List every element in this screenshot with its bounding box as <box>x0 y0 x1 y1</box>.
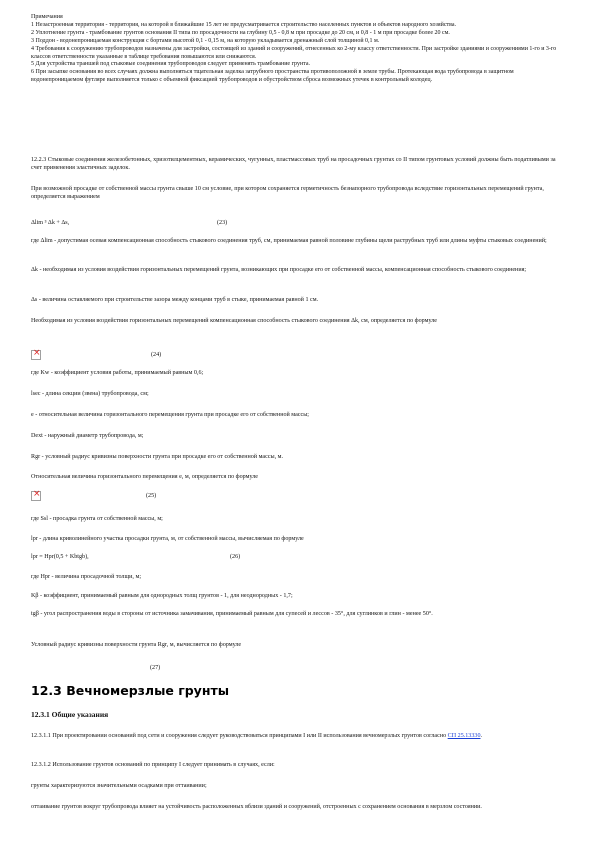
equation-25 <box>31 491 561 503</box>
condition-item: оттаивание грунтов вокруг трубопровода влияет на устойчивость расположенных вблизи зданий и сооружений, отстроенных с сохранением основания в мерзлом состоянии. <box>31 804 482 810</box>
definition-delta-lim: где Δlim - допустимая осевая компенсационная способность стыкового соединения труб, см, принимаемая равной половине глубины щели раструбных труб или длины муфты стыковых соединений; <box>31 238 547 244</box>
formula-23: Δlim ³ Δk + Δs, <box>31 220 70 226</box>
section-title: 12.3 Вечномерзлые грунты <box>31 683 230 698</box>
notes-block <box>31 14 561 85</box>
equation-24 <box>31 350 561 362</box>
note-item: 1 Незастроенная территория - территория, на которой в ближайшие 15 лет не предусматривается строительство населенных пунктов и объектов народного хозяйства. <box>31 21 457 28</box>
definition-ssl: где Ssl - просадка грунта от собственной массы, м; <box>31 516 163 522</box>
subsection-title: 12.3.1 Общие указания <box>31 710 109 719</box>
paragraph-radius: Условный радиус кривизны поверхности грунта Rgr, м, вычисляется по формуле <box>31 642 242 648</box>
note-item: 2 Уплотнение грунта - трамбование грунтов основания II типа по просадочности на глубину 0,5 - 0,8 м при просадке до 20 см, и 0,8 - 1 м при просадке более 20 см. <box>31 29 450 36</box>
paragraph-12-2-3: 12.2.3 Стыковые соединения железобетонных, хризотилцементных, керамических, чугунных, пластмассовых труб на просадочных грунтах со II типом грунтовых условий должны быть податливыми за счет применения эластичных заделок. <box>31 157 556 171</box>
notes-heading: Примечания <box>31 14 63 20</box>
formula-image-icon <box>31 491 41 501</box>
formula-image-icon <box>31 350 41 360</box>
paragraph-text-end: . <box>480 733 483 739</box>
equation-26 <box>31 554 561 564</box>
definition-delta-k: Δk - необходимая из условия воздействия горизонтальных перемещений грунта, возникающих при просадке его от собственной массы, компенсационная способность стыкового соединения; <box>31 267 527 273</box>
note-item: 5 Для устройства траншей под стыковые соединения трубопроводов следует применять трамбование грунта. <box>31 61 311 68</box>
note-item: 6 При засыпке основания во всех случаях должна выполняться тщательная заделка затрубного пространства противоположной в земле трубы. Протекающая вода трубопровода в защитном водонепроницаемом футляре выполняется только с объемной фиксацией трубопроводов и обустройством сброса возможных утечек в контрольный колодец. <box>31 69 514 84</box>
paragraph-12-3-1-1 <box>31 733 561 741</box>
definition-delta-s: Δs - величина оставляемого при строительстве зазора между концами труб в стыке, принимаемая равной 1 см. <box>31 297 319 303</box>
definition-dext: Dext - наружный диаметр трубопровода, м; <box>31 433 144 439</box>
definition-hpr: где Hpr - величина просадочной толщи, м; <box>31 574 142 580</box>
formula-26: lpr = Hpr(0,5 + Kbtgb), <box>31 554 89 560</box>
paragraph-required-compensation: Необходимая из условия воздействия горизонтальных перемещений компенсационная способность стыкового соединения Δk, см, определяется по формуле <box>31 318 437 324</box>
equation-number: (27) <box>150 665 161 671</box>
definition-lpr: lpr - длина криволинейного участка просадки грунта, м, от собственной массы, вычисляемая по формуле <box>31 536 304 542</box>
paragraph-12-3-1-2: 12.3.1.2 Использование грунтов оснований по принципу I следует принимать в случаях, если: <box>31 762 275 768</box>
definition-kb: Kβ - коэффициент, принимаемый равным для однородных толщ грунтов - 1, для неоднородных - 1,7; <box>31 593 293 599</box>
definition-rgr: Rgr - условный радиус кривизны поверхности грунта при просадке его от собственной массы, м. <box>31 454 284 460</box>
condition-item: грунты характеризуются значительными осадками при оттаивании; <box>31 783 207 789</box>
equation-number: (25) <box>146 493 157 499</box>
definition-kw: где Kw - коэффициент условия работы, принимаемый равным 0,6; <box>31 370 204 376</box>
definition-tgb: tgβ - угол распространения воды в стороны от источника замачивания, принимаемый равным для супесей и лессов - 35°, для суглинков и глин - менее 50°. <box>31 611 433 617</box>
equation-number: (26) <box>230 554 241 560</box>
definition-e: e - относительная величина горизонтального перемещения грунта при просадке его от собственной массы; <box>31 412 309 418</box>
paragraph-possible-subsidence: При возможной просадке от собственной массы грунта свыше 10 см условие, при котором сохраняется герметичность безнапорного трубопровода вследствие горизонтальных перемещений грунта, определяется выражением <box>31 186 544 200</box>
sp-reference-link[interactable]: СП 25.13330 <box>447 733 481 739</box>
definition-lsec: lsec - длина секции (звена) трубопровода, см; <box>31 391 149 397</box>
note-item: 3 Поддон - водонепроницаемая конструкция с бортами высотой 0,1 - 0,15 м, на которую укладывается дренажный слой толщиной 0,1 м. <box>31 37 380 44</box>
note-item: 4 Требования к сооружению трубопроводов назначены для застройки, состоящей из зданий и сооружений, отнесенных ко 2-му классу ответственности. При застройке зданиями и сооружениями 1-го и 3-го классов ответственности указанные в таблице требования повышаются или снижаются. <box>31 45 557 60</box>
paragraph-relative-displacement: Относительная величина горизонтального перемещения e, м, определяется по формуле <box>31 474 258 480</box>
equation-number: (24) <box>151 352 162 358</box>
paragraph-text: 12.3.1.1 При проектировании оснований под сети и сооружения следует руководствоваться принципами I или II использования вечномерзлых грунтов согласно <box>31 733 448 739</box>
equation-number: (23) <box>217 220 228 226</box>
equation-23 <box>31 220 561 230</box>
equation-27 <box>31 663 561 675</box>
